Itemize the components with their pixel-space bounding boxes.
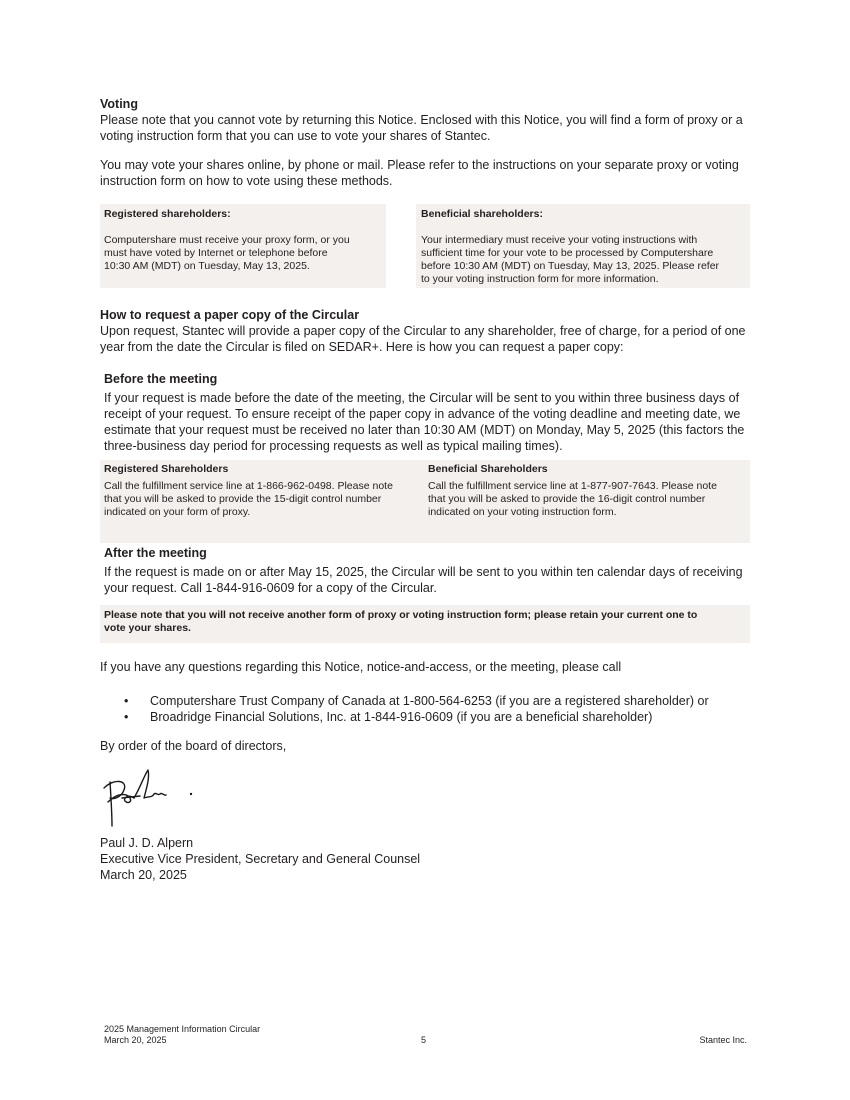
signatory-block <box>100 835 420 883</box>
signature <box>100 768 200 834</box>
beneficial-request-text: Call the fulfillment service line at 1-877-907-7643. Please note that you will be asked to provide the 16-digit control number indicated on your voting instruction form. <box>428 480 717 518</box>
signature-date: March 20, 2025 <box>100 868 187 882</box>
notice-text: Please note that you will not receive another form of proxy or voting instruction form; please retain your current one to vote your shares. <box>104 609 698 634</box>
by-order-text: By order of the board of directors, <box>100 739 287 753</box>
after-meeting-paragraph: If the request is made on or after May 15, 2025, the Circular will be sent to you within ten calendar days of receiving your request. Call 1-844-916-0609 for a copy of the Circular. <box>104 565 743 595</box>
request-boxes-panel <box>100 460 750 543</box>
registered-voting-box <box>100 204 386 288</box>
beneficial-voting-box <box>416 204 750 288</box>
footer-company: Stantec Inc. <box>699 1035 747 1045</box>
registered-request-text: Call the fulfillment service line at 1-866-962-0498. Please note that you will be asked to provide the 15-digit control number indicated on your form of proxy. <box>104 480 393 518</box>
notice-box <box>100 605 750 643</box>
list-item: • Computershare Trust Company of Canada at 1-800-564-6253 (if you are a registered shareholder) or <box>124 694 709 708</box>
before-meeting-heading: Before the meeting <box>104 372 218 386</box>
paper-copy-heading: How to request a paper copy of the Circular <box>100 308 360 322</box>
signatory-name: Paul J. D. Alpern <box>100 836 194 850</box>
page-number: 5 <box>421 1035 427 1045</box>
bullet-icon: • <box>124 710 129 724</box>
voting-paragraph-1: Please note that you cannot vote by returning this Notice. Enclosed with this Notice, you will find a form of proxy or a voting instruction form that you can use to vote your shares of Stantec. <box>100 113 743 143</box>
voting-paragraph-2: You may vote your shares online, by phone or mail. Please refer to the instructions on your separate proxy or voting instruction form on how to vote using these methods. <box>100 158 739 188</box>
after-meeting-heading: After the meeting <box>104 546 207 560</box>
voting-heading: Voting <box>100 97 138 111</box>
beneficial-voting-text: Your intermediary must receive your voting instructions with sufficient time for your vote to be processed by Computershare before 10:30 AM (MDT) on Tuesday, May 13, 2025. Please refer to your voting instruction form for more information. <box>421 234 720 285</box>
footer-doc-title: 2025 Management Information Circular <box>104 1024 261 1034</box>
questions-intro: If you have any questions regarding this Notice, notice-and-access, or the meeting, please call <box>100 660 622 674</box>
registered-request-box <box>104 463 414 519</box>
footer-left <box>104 1024 260 1046</box>
footer-doc-date: March 20, 2025 <box>104 1035 167 1045</box>
list-item: • Broadridge Financial Solutions, Inc. at 1-844-916-0609 (if you are a beneficial shareholder) <box>124 710 653 724</box>
questions-list <box>100 693 750 725</box>
beneficial-request-title: Beneficial Shareholders <box>428 463 548 475</box>
paper-copy-paragraph: Upon request, Stantec will provide a paper copy of the Circular to any shareholder, free of charge, for a period of one year from the date the Circular is filed on SEDAR+. Here is how you can request a paper copy: <box>100 324 746 354</box>
beneficial-voting-title: Beneficial shareholders: <box>421 208 543 220</box>
beneficial-request-box <box>428 463 743 519</box>
registered-voting-text: Computershare must receive your proxy form, or you must have voted by Internet or telephone before 10:30 AM (MDT) on Tuesday, May 13, 2025. <box>104 234 350 272</box>
bullet-icon: • <box>124 694 129 708</box>
registered-request-title: Registered Shareholders <box>104 463 229 475</box>
signatory-title: Executive Vice President, Secretary and General Counsel <box>100 852 421 866</box>
registered-voting-title: Registered shareholders: <box>104 208 231 220</box>
before-meeting-paragraph: If your request is made before the date of the meeting, the Circular will be sent to you within three business days of receipt of your request. To ensure receipt of the paper copy in advance of the voting deadline and meeting date, we estimate that your request must be received no later than 10:30 AM (MDT) on Monday, May 5, 2025 (this factors the three-business day period for processing requests as well as typical mailing times). <box>104 391 745 453</box>
